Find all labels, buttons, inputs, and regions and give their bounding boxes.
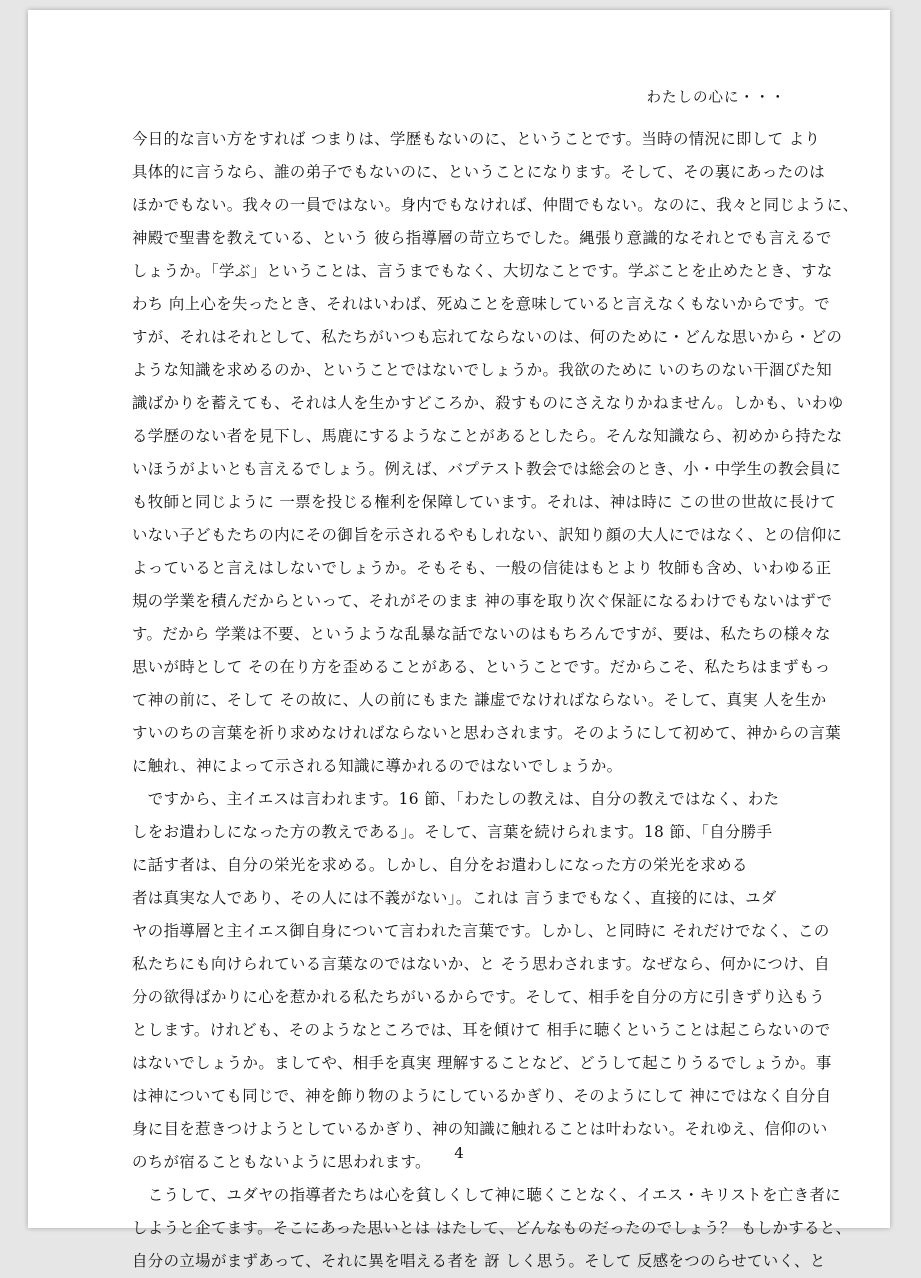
- text-line: す。だから 学業は不要、というような乱暴な話でないのはもちろんですが、要は、私たちの様々な: [132, 625, 831, 643]
- running-header: わたしの心に・・・: [646, 90, 786, 106]
- text-line: 私たちにも向けられている言葉なのではないか、と そう思わされます。なぜなら、何かにつけ、自: [132, 955, 830, 973]
- text-line: 神殿で聖書を教えている、という 彼ら指導層の苛立ちでした。縄張り意識的なそれとでも言えるで: [132, 229, 832, 247]
- text-line: に話す者は、自分の栄光を求める。しかし、自分をお遣わしになった方の栄光を求める: [132, 856, 748, 874]
- page-number: 4: [454, 1144, 464, 1162]
- text-line: しょうか。「学ぶ」ということは、言うまでもなく、大切なことです。学ぶことを止めたとき、すな: [132, 262, 833, 280]
- text-line: ですから、主イエスは言われます。16 節、「わたしの教えは、自分の教えではなく、わた: [132, 790, 780, 808]
- text-line: はないでしょうか。ましてや、相手を真実 理解することなど、どうして起こりうるでしょうか。事: [132, 1054, 832, 1072]
- text-line: に触れ、神によって示される知識に導かれるのではないでしょうか。: [132, 757, 623, 775]
- text-line: 分の欲得ばかりに心を惹かれる私たちがいるからです。そして、相手を自分の方に引きずり込もう: [132, 988, 826, 1006]
- text-line: いほうがよいとも言えるでしょう。例えば、バプテスト教会では総会のとき、小・中学生の教会員に: [132, 460, 842, 478]
- text-line: 身に目を惹きつけようとしているかぎり、神の知識に触れることは叶わない。それゆえ、信仰のい: [132, 1120, 828, 1138]
- text-line: 思いが時として その在り方を歪めることがある、ということです。だからこそ、私たちはまずもっ: [132, 658, 831, 676]
- text-line: て神の前に、そして その故に、人の前にもまた 謙虚でなければならない。そして、真実 人を生か: [132, 691, 827, 709]
- text-line: も牧師と同じように 一票を投じる権利を保障しています。それは、神は時に この世の世故に長けて: [132, 493, 837, 511]
- text-line: こうして、ユダヤの指導者たちは心を貧しくして神に聴くことなく、イエス・キリストを亡き者に: [132, 1186, 842, 1204]
- text-line: は神についても同じで、神を飾り物のようにしているかぎり、そのようにして 神にではなく自分自: [132, 1087, 832, 1105]
- text-line: ヤの指導層と主イエス御自身について言われた言葉です。しかし、と同時に それだけでなく、この: [132, 922, 830, 940]
- text-line: のちが宿ることもないように思われます。: [132, 1153, 431, 1171]
- text-line: いない子どもたちの内にその御旨を示されるやもしれない、訳知り顔の大人にではなく、との信仰に: [132, 526, 843, 544]
- text-line: すが、それはそれとして、私たちがいつも忘れてならないのは、何のために・どんな思いから・どの: [132, 328, 843, 346]
- text-line: 自分の立場がまずあって、それに異を唱える者を 訝 しく思う。そして 反感をつのらせていく、と: [132, 1252, 826, 1270]
- text-line: 識ばかりを蓄えても、それは人を生かすどころか、殺すものにさえなりかねません。しかも、いわゆ: [132, 394, 844, 412]
- text-line: る学歴のない者を見下し、馬鹿にするようなことがあるとしたら。そんな知識なら、初めから持たな: [132, 427, 843, 445]
- text-line: ほかでもない。我々の一員ではない。身内でもなければ、仲間でもない。なのに、我々と同じように、: [132, 196, 859, 214]
- text-line: 具体的に言うなら、誰の弟子でもないのに、ということになります。そして、その裏にあったのは: [132, 163, 826, 181]
- text-line: ような知識を求めるのか、ということではないでしょうか。我欲のために いのちのない干涸びた知: [132, 361, 833, 379]
- text-line: 者は真実な人であり、その人には不義がない」。これは 言うまでもなく、直接的には、ユダ: [132, 889, 777, 907]
- text-line: とします。けれども、そのようなところでは、耳を傾けて 相手に聴くということは起こらないので: [132, 1021, 831, 1039]
- text-line: 今日的な言い方をすれば つまりは、学歴もないのに、ということです。当時の情況に即して より: [132, 130, 821, 148]
- text-line: しをお遣わしになった方の教えである」。そして、言葉を続けられます。18 節、「自分勝手: [132, 823, 773, 841]
- text-line: わち 向上心を失ったとき、それはいわば、死ぬことを意味していると言えなくもないからです。で: [132, 295, 831, 313]
- text-line: すいのちの言葉を祈り求めなければならないと思わされます。そのようにして初めて、神からの言葉: [132, 724, 842, 742]
- text-line: しようと企てます。そこにあった思いとは はたして、どんなものだったのでしょう？ もしかすると、: [132, 1219, 852, 1237]
- text-line: 規の学業を積んだからといって、それがそのまま 神の事を取り次ぐ保証になるわけでもないはずで: [132, 592, 833, 610]
- document-page: [28, 10, 890, 1270]
- body-text: [132, 123, 859, 1278]
- text-line: よっていると言えはしないでしょうか。そもそも、一般の信徒はもとより 牧師も含め、いわゆる正: [132, 559, 832, 577]
